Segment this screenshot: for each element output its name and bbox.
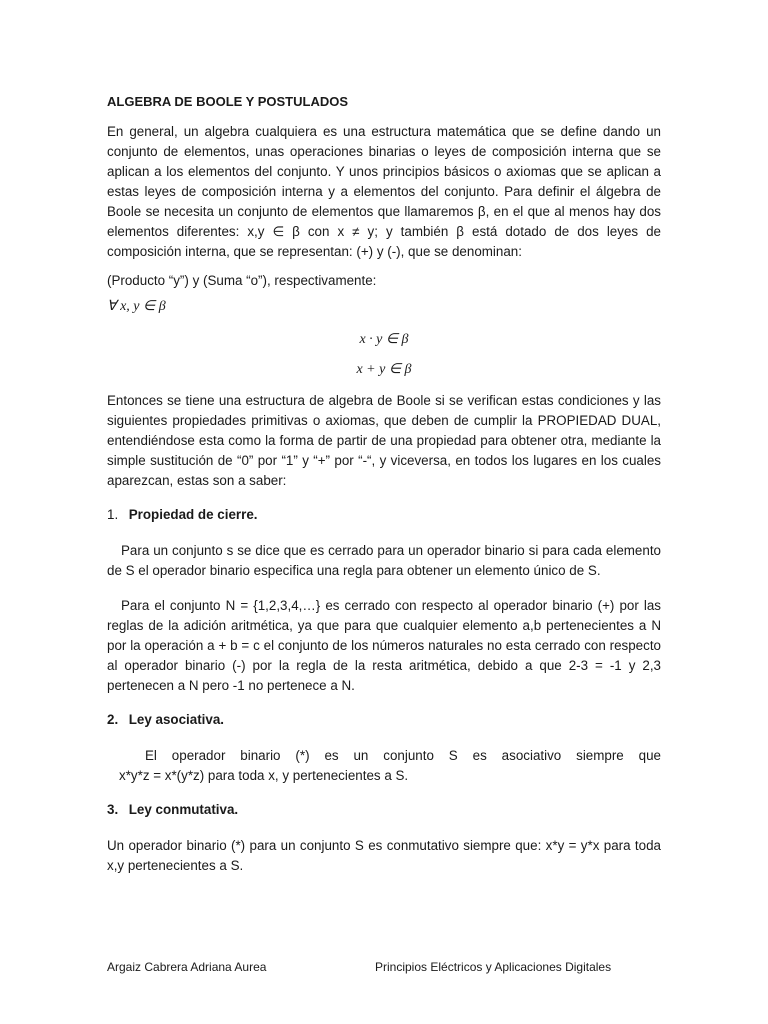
section-heading-conmutativa — [107, 800, 661, 820]
document-body — [107, 88, 661, 885]
footer-author: Argaiz Cabrera Adriana Aurea — [107, 960, 267, 974]
section-number: 3. — [107, 802, 119, 817]
section-number: 2. — [107, 712, 119, 727]
document-title: ALGEBRA DE BOOLE Y POSTULADOS — [107, 94, 349, 109]
section-heading-cierre — [107, 505, 661, 525]
conmutativa-paragraph: Un operador binario (*) para un conjunto S es conmutativo siempre que: x*y = y*x para toda x,y pertenecientes a S. — [107, 838, 661, 873]
forall-expression: ∀ x, y ∈ β — [107, 299, 166, 314]
cierre-paragraph-1: Para un conjunto s se dice que es cerrado para un operador binario si para cada elemento de S el operador binario especifica una regla para obtener un elemento único de S. — [107, 543, 661, 578]
asociativa-paragraph — [107, 746, 661, 786]
section-title: Propiedad de cierre. — [128, 507, 258, 522]
equation-sum: x + y ∈ β — [356, 362, 412, 377]
cierre-paragraph-2: Para el conjunto N = {1,2,3,4,…} es cerrado con respecto al operador binario (+) por las reglas de la adición aritmética, ya que para que cualquier elemento a,b pertenecientes a N por la operación a + b = c el conjunto de los números naturales no esta cerrado con respecto al operador binario (-) por la regla de la resta aritmética, debido a que 2-3 = -1 y 2,3 pertenecen a N pero -1 no pertenece a N. — [107, 598, 661, 693]
section-title: Ley conmutativa. — [128, 802, 239, 817]
equation-product: x · y ∈ β — [359, 332, 409, 347]
footer-course: Principios Eléctricos y Aplicaciones Digitales — [375, 960, 612, 974]
conditions-paragraph: Entonces se tiene una estructura de algebra de Boole si se verifican estas condiciones y las siguientes propiedades primitivas o axiomas, que deben de cumplir la PROPIEDAD DUAL, entendiéndose esta como la forma de partir de una propiedad para obtener otra, mediante la simple sustitución de “0” por “1” y “+” por “-“, y viceversa, en todos los lugares en los cuales aparezcan, estas son a saber: — [107, 393, 661, 488]
intro-paragraph: En general, un algebra cualquiera es una estructura matemática que se define dando un conjunto de elementos, unas operaciones binarias o leyes de composición interna que se aplican a los elementos del conjunto. Y unos principios básicos o axiomas que se aplican a estas leyes de composición interna y a elementos del conjunto. Para definir el álgebra de Boole se necesita un conjunto de elementos que llamaremos β, en el que al menos hay dos elementos diferentes: x,y ∈ β con x ≠ y; y también β está dotado de dos leyes de composición interna, que se representan: (+) y (-), que se denominan: — [107, 124, 661, 259]
asociativa-line-1: El operador binario (*) es un conjunto S es asociativo siempre que — [145, 748, 661, 763]
section-title: Ley asociativa. — [128, 712, 225, 727]
section-number: 1. — [107, 507, 119, 522]
section-heading-asociativa — [107, 710, 661, 730]
asociativa-line-2: x*y*z = x*(y*z) para toda x, y pertenecientes a S. — [119, 768, 409, 783]
operations-paragraph: (Producto “y”) y (Suma “o”), respectivamente: — [107, 273, 377, 288]
